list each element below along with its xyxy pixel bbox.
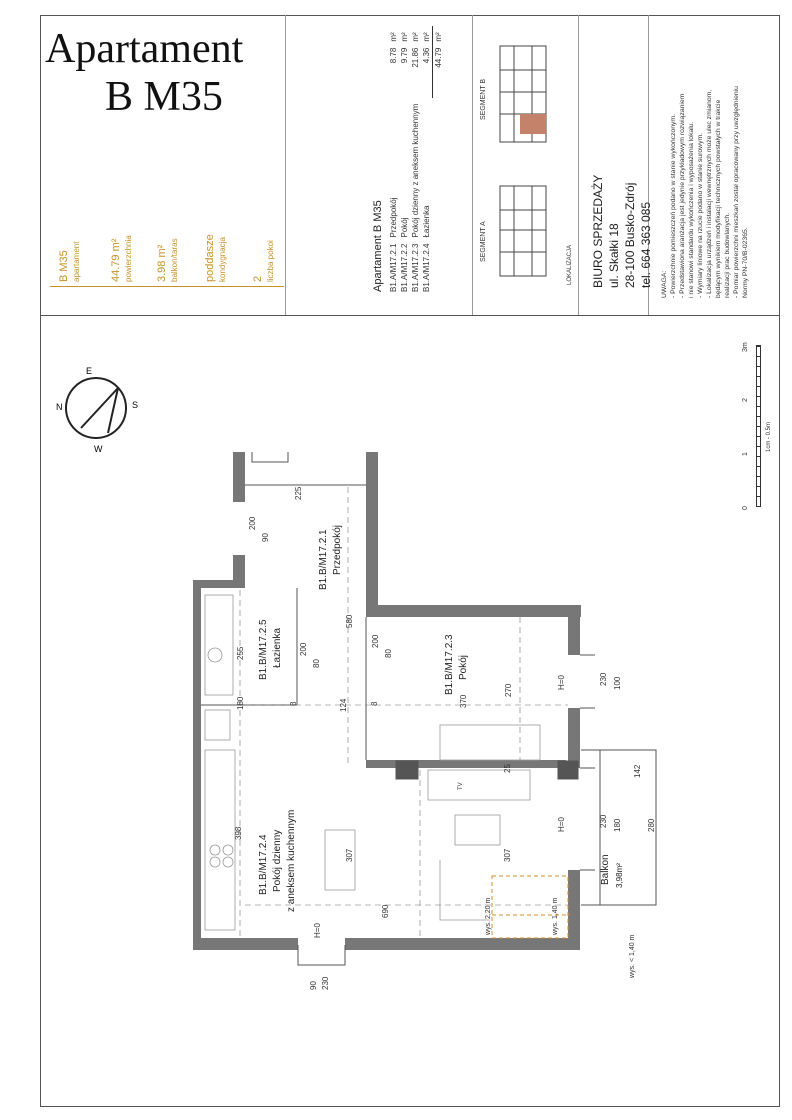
- sales-office: [590, 175, 654, 288]
- dim-label: H=0: [557, 817, 566, 832]
- summary-level: poddasze: [204, 234, 216, 282]
- dimension-labels: [234, 486, 656, 990]
- table-row: [388, 26, 399, 292]
- compass: [48, 360, 158, 460]
- room-name-2: z aneksem kuchennym: [286, 809, 297, 912]
- room-name: Przedpokój: [389, 197, 398, 238]
- compass-w: W: [94, 444, 103, 454]
- compass-n: N: [56, 402, 63, 412]
- column-divider-2: [472, 15, 473, 315]
- room-unit: m²: [389, 32, 398, 42]
- dim-label: 90: [309, 981, 318, 990]
- room-name: Przedpokój: [332, 524, 343, 575]
- note-line: będącym wynikiem modyfikacji technicznych powstałych w trakcie: [715, 99, 722, 298]
- location-label: LOKALIZACJA: [567, 244, 573, 285]
- sales-line-2: ul. Skałki 18: [607, 223, 621, 288]
- dim-label: 200: [248, 516, 257, 530]
- room-area: 8.78: [389, 47, 398, 64]
- scale-caption: 1cm - 0.5m: [766, 421, 772, 452]
- room-name: Pokój dzienny z aneksem kuchennym: [411, 103, 420, 238]
- room-area: 4.36: [421, 42, 433, 98]
- dim-label: 90: [261, 533, 270, 542]
- summary-rooms: 2: [252, 275, 264, 282]
- dim-label: 370: [459, 694, 468, 708]
- dim-label: 8: [289, 701, 298, 706]
- room-unit: m²: [421, 26, 433, 41]
- note-line: - Powierzchnie pomieszczeń podano w stanie wykończonym.: [670, 114, 677, 298]
- notes-heading: UWAGA:: [661, 270, 668, 298]
- dim-label: 180: [236, 696, 245, 710]
- dim-label: wys. < 1,40 m: [629, 934, 636, 978]
- note-line: - Pomiar powierzchni mieszkań został opracowany przy uwzględnieniu: [733, 86, 740, 298]
- compass-s: S: [132, 400, 139, 410]
- compass-arrow: [81, 388, 118, 433]
- sales-line-4: tel. 664 363 085: [639, 201, 653, 288]
- summary-code: B M35: [58, 250, 70, 282]
- room-code: B1.B/M17.2.1: [318, 529, 329, 590]
- dim-label: 142: [633, 764, 642, 778]
- dim-label: 124: [339, 698, 348, 712]
- scale-ruler: [756, 345, 761, 507]
- compass-ring: [66, 378, 126, 438]
- dim-label: 25: [503, 764, 512, 773]
- summary-balcony: 3.98 m²: [156, 244, 168, 282]
- room-code: B1.A/M17.2.3: [411, 243, 420, 292]
- table-total-row: [433, 26, 445, 292]
- dim-label: 200: [371, 634, 380, 648]
- room-name: Pokój: [400, 217, 409, 238]
- header-divider: [40, 315, 780, 316]
- room-code: B1.A/M17.2.4: [422, 243, 432, 292]
- dim-label: TV: [458, 782, 464, 790]
- room-code: B1.A/M17.2.2: [400, 243, 409, 292]
- column-divider-1: [285, 15, 286, 315]
- dim-label: 100: [613, 676, 622, 690]
- room-area: 9.79: [400, 47, 409, 64]
- table-row: [399, 26, 410, 292]
- room-code: B1.B/M17.2.5: [258, 619, 269, 680]
- note-line: i nie stanowi standardu wykończenia i wyposażenia lokalu.: [688, 121, 695, 298]
- dim-label: 398: [234, 826, 243, 840]
- room-name: Pokój: [458, 654, 469, 680]
- dim-label: wys. 1,40 m: [552, 897, 559, 935]
- note-line: realizacji prac budowlanych.: [724, 212, 731, 298]
- sales-line-3: 28-100 Busko-Zdrój: [623, 182, 637, 288]
- floor-plan: [180, 445, 700, 990]
- room-area: 21.86: [411, 47, 420, 68]
- room-code: B1.A/M17.2.1: [389, 243, 398, 292]
- note-line: - Przedstawiona aranżacja jest jedynie przykładowym rozwiązaniem: [679, 93, 686, 298]
- note-line: - Lokalizacja urządzeń i instalacji wewnętrznych może ulec zmianom,: [706, 89, 713, 298]
- room-code: B1.B/M17.2.4: [258, 834, 269, 895]
- dim-label: 580: [345, 614, 354, 628]
- scale-t2: 2: [742, 398, 749, 402]
- room-name: Łazienka: [272, 627, 283, 668]
- summary-area: 44.79 m²: [110, 238, 122, 282]
- dim-label: 270: [504, 683, 513, 697]
- scale-t0: 0: [742, 506, 749, 510]
- dim-label: 255: [236, 646, 245, 660]
- dim-label: 180: [613, 818, 622, 832]
- dim-label: 280: [647, 818, 656, 832]
- dim-label: 230: [321, 976, 330, 990]
- room-unit: m²: [411, 32, 420, 42]
- summary-gold-line: [50, 286, 284, 287]
- apartment-highlight: [520, 114, 546, 134]
- total-area: 44.79: [434, 47, 443, 68]
- balcony-area: 3,98m²: [615, 863, 624, 888]
- title-line-2: B M35: [105, 74, 223, 120]
- dim-label: 230: [599, 672, 608, 686]
- room-unit: m²: [400, 32, 409, 42]
- dim-label: 307: [345, 848, 354, 862]
- scale-t3: 3m: [742, 342, 749, 352]
- dim-label: H=0: [557, 675, 566, 690]
- plan-partitions: [201, 452, 656, 965]
- dim-label: 225: [294, 486, 303, 500]
- rooms-table-title: Apartament B M35: [372, 200, 384, 292]
- title-line-1: Apartament: [45, 26, 244, 72]
- summary-balcony-label: balkon/taras: [170, 238, 179, 282]
- dim-label: 80: [384, 649, 393, 658]
- dim-label: 690: [381, 904, 390, 918]
- room-name: Pokój dzienny: [272, 829, 283, 892]
- dim-label: 307: [503, 848, 512, 862]
- rooms-table-grid: [388, 26, 444, 292]
- notes: [660, 86, 750, 298]
- dim-label: 200: [299, 642, 308, 656]
- room-code: B1.B/M17.2.3: [444, 634, 455, 695]
- segment-plans-svg: [492, 40, 558, 288]
- rooms-table: [372, 26, 444, 292]
- note-line: Normy PN-70/B-02365.: [742, 227, 749, 298]
- segment-a-label: SEGMENT A: [480, 221, 487, 262]
- summary-level-label: kondygnacja: [218, 237, 227, 282]
- segment-b-label: SEGMENT B: [480, 78, 487, 120]
- table-row: [410, 26, 421, 292]
- total-unit: m²: [434, 32, 443, 42]
- summary-area-label: powierzchnia: [124, 235, 133, 282]
- dim-label: 230: [599, 814, 608, 828]
- table-row: [421, 26, 433, 292]
- scale-t1: 1: [742, 452, 749, 456]
- dim-label: wys. 2,20 m: [485, 897, 492, 935]
- balcony-name: Balkon: [600, 854, 611, 885]
- compass-e: E: [86, 366, 93, 376]
- dim-label: 80: [312, 659, 321, 668]
- dim-label: 8: [370, 701, 379, 706]
- column-divider-3: [578, 15, 579, 315]
- summary-rooms-label: liczba pokoi: [266, 240, 275, 282]
- room-name: Łazienka: [422, 205, 432, 238]
- sales-line-1: BIURO SPRZEDAŻY: [591, 174, 605, 288]
- summary-code-label: apartament: [72, 241, 81, 282]
- dim-label: H=0: [313, 923, 322, 938]
- note-line: - Wymiary liniowe na rzucie podano w stanie surowym.: [697, 132, 704, 298]
